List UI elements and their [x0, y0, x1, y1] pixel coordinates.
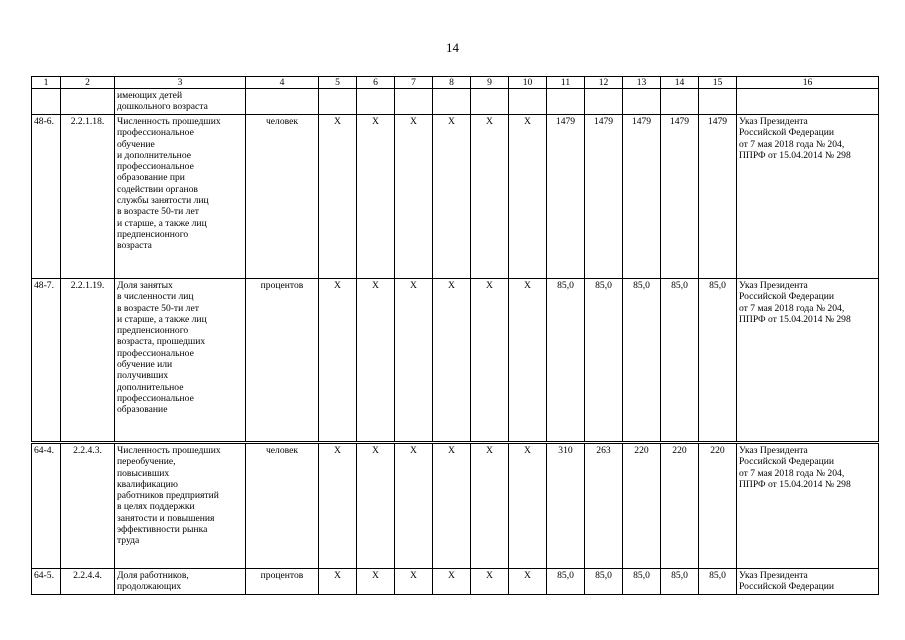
table-row — [32, 279, 879, 443]
legal-basis: Указ Президента Российской Федерации от 7 мая 2018 года № 204, ППРФ от 15.04.2014 № 298 — [737, 279, 879, 443]
value-cell — [623, 89, 661, 115]
legal-basis: Указ Президента Российской Федерации от 7 мая 2018 года № 204, ППРФ от 15.04.2014 № 298 — [737, 115, 879, 279]
value-cell: 85,0 — [547, 279, 585, 443]
value-cell: 1479 — [585, 115, 623, 279]
value-cell: 263 — [585, 443, 623, 569]
value-cell: Х — [471, 279, 509, 443]
column-number: 7 — [395, 77, 433, 89]
column-number: 8 — [433, 77, 471, 89]
value-cell: 220 — [623, 443, 661, 569]
value-cell: Х — [471, 569, 509, 595]
value-cell — [357, 89, 395, 115]
value-cell: 1479 — [699, 115, 737, 279]
indicators-table — [31, 76, 879, 595]
unit — [246, 89, 319, 115]
column-number: 2 — [61, 77, 115, 89]
legal-basis — [737, 89, 879, 115]
column-number: 4 — [246, 77, 319, 89]
value-cell — [585, 89, 623, 115]
value-cell: Х — [433, 279, 471, 443]
column-number: 13 — [623, 77, 661, 89]
table-row — [32, 569, 879, 595]
row-code: 2.2.4.4. — [61, 569, 115, 595]
column-number: 3 — [115, 77, 246, 89]
unit: человек — [246, 115, 319, 279]
value-cell: Х — [509, 279, 547, 443]
value-cell — [433, 89, 471, 115]
value-cell: Х — [433, 443, 471, 569]
unit: человек — [246, 443, 319, 569]
value-cell: Х — [433, 569, 471, 595]
row-number: 48-6. — [32, 115, 61, 279]
value-cell: 85,0 — [699, 569, 737, 595]
value-cell: Х — [357, 115, 395, 279]
value-cell: Х — [395, 569, 433, 595]
value-cell: Х — [319, 279, 357, 443]
value-cell: 1479 — [661, 115, 699, 279]
value-cell: Х — [471, 115, 509, 279]
legal-basis: Указ Президента Российской Федерации — [737, 569, 879, 595]
value-cell: Х — [319, 115, 357, 279]
indicator-name: Доля работников, продолжающих — [115, 569, 246, 595]
page-number: 14 — [446, 40, 459, 55]
row-code — [61, 89, 115, 115]
table-row — [32, 115, 879, 279]
value-cell — [699, 89, 737, 115]
column-number: 5 — [319, 77, 357, 89]
value-cell — [509, 89, 547, 115]
row-number: 64-5. — [32, 569, 61, 595]
unit: процентов — [246, 569, 319, 595]
value-cell: Х — [509, 115, 547, 279]
column-number: 11 — [547, 77, 585, 89]
value-cell — [395, 89, 433, 115]
value-cell: 85,0 — [623, 569, 661, 595]
row-number: 64-4. — [32, 443, 61, 569]
row-code: 2.2.4.3. — [61, 443, 115, 569]
indicator-name: Доля занятых в численности лиц в возрасте 50-ти лет и старше, а также лиц предпенсионного возраста, прошедших профессиональное обучение или получивших дополнительное профессиональное образование — [115, 279, 246, 443]
value-cell: 85,0 — [699, 279, 737, 443]
row-code: 2.2.1.19. — [61, 279, 115, 443]
value-cell: Х — [395, 443, 433, 569]
column-number-row — [32, 77, 879, 89]
column-number: 12 — [585, 77, 623, 89]
row-number — [32, 89, 61, 115]
column-number: 6 — [357, 77, 395, 89]
value-cell: Х — [319, 569, 357, 595]
value-cell — [319, 89, 357, 115]
indicator-name: имеющих детей дошкольного возраста — [115, 89, 246, 115]
column-number: 16 — [737, 77, 879, 89]
value-cell: Х — [395, 279, 433, 443]
column-number: 1 — [32, 77, 61, 89]
value-cell: 85,0 — [547, 569, 585, 595]
value-cell: Х — [395, 115, 433, 279]
value-cell: Х — [357, 569, 395, 595]
indicator-name: Численность прошедших переобучение, повысивших квалификацию работников предприятий в целях поддержки занятости и повышения эффективности рынка труда — [115, 443, 246, 569]
indicator-name: Численность прошедших профессиональное обучение и дополнительное профессиональное образование при содействии органов службы занятости лиц в возрасте 50-ти лет и старше, а также лиц предпенсионного возраста — [115, 115, 246, 279]
table-row — [32, 89, 879, 115]
value-cell: 85,0 — [661, 279, 699, 443]
value-cell: Х — [509, 443, 547, 569]
legal-basis: Указ Президента Российской Федерации от 7 мая 2018 года № 204, ППРФ от 15.04.2014 № 298 — [737, 443, 879, 569]
value-cell: Х — [357, 443, 395, 569]
value-cell: Х — [319, 443, 357, 569]
value-cell: 1479 — [623, 115, 661, 279]
value-cell: Х — [433, 115, 471, 279]
value-cell: 220 — [699, 443, 737, 569]
value-cell: 1479 — [547, 115, 585, 279]
value-cell: 85,0 — [623, 279, 661, 443]
column-number: 9 — [471, 77, 509, 89]
value-cell: Х — [471, 443, 509, 569]
value-cell: 310 — [547, 443, 585, 569]
unit: процентов — [246, 279, 319, 443]
value-cell: 220 — [661, 443, 699, 569]
value-cell — [661, 89, 699, 115]
value-cell: 85,0 — [585, 279, 623, 443]
row-code: 2.2.1.18. — [61, 115, 115, 279]
row-number: 48-7. — [32, 279, 61, 443]
value-cell: 85,0 — [585, 569, 623, 595]
column-number: 14 — [661, 77, 699, 89]
value-cell: Х — [357, 279, 395, 443]
value-cell: 85,0 — [661, 569, 699, 595]
column-number: 10 — [509, 77, 547, 89]
value-cell: Х — [509, 569, 547, 595]
column-number: 15 — [699, 77, 737, 89]
value-cell — [547, 89, 585, 115]
table-row — [32, 443, 879, 569]
value-cell — [471, 89, 509, 115]
